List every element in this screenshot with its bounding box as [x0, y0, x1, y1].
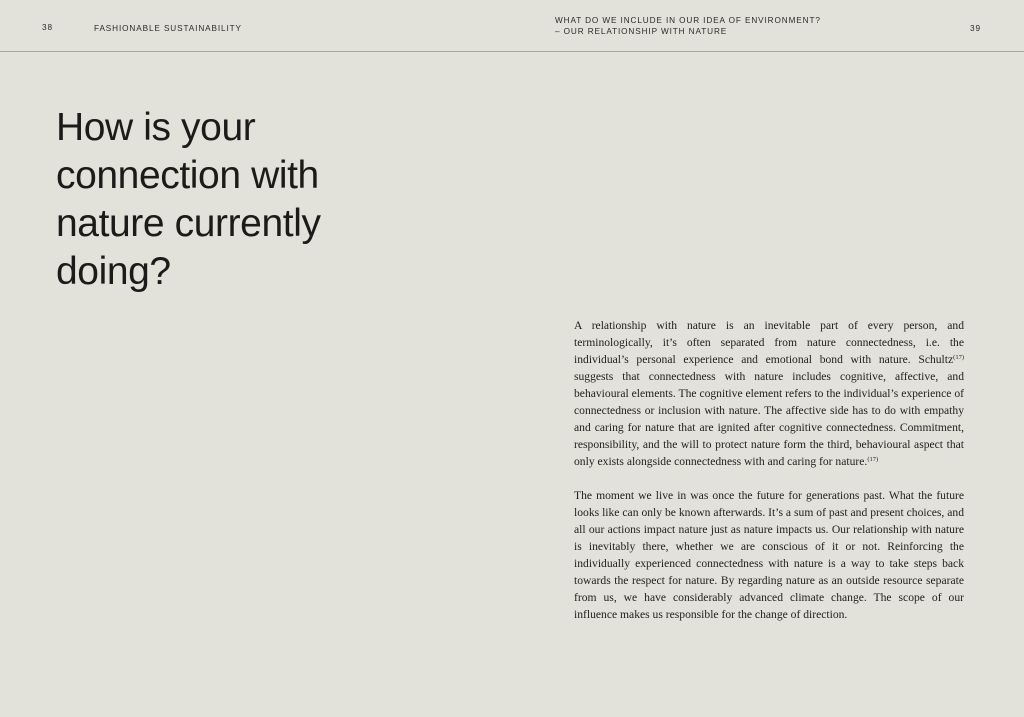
citation-reference: (17): [867, 456, 879, 463]
right-page-number: 39: [970, 24, 981, 33]
right-running-title-line-2: – OUR RELATIONSHIP WITH NATURE: [555, 26, 728, 36]
body-paragraph-2: The moment we live in was once the future for generations past. What the future looks like can only be known afterwards. It’s a sum of past and present choices, and all our actions impact nature just as nature impacts us. Our relationship with nature is inevitably there, whether we are conscious of it or not. Reinforcing the individually experienced connectedness with nature is a way to take steps back towards the respect for nature. By regarding nature as an outside resource separate from us, we have considerably advanced climate change. The scope of our influence makes us responsible for the change of direction.: [574, 489, 964, 621]
headline-line: doing?: [56, 250, 171, 293]
citation-reference: (17): [953, 354, 964, 361]
left-page-number: 38: [42, 23, 53, 32]
right-running-title: [555, 16, 821, 37]
page-header: [0, 0, 1024, 52]
paragraph-text: suggests that connectedness with nature includes cognitive, affective, and behavioural elements. The cognitive element refers to the individual’s experience of connectedness or inclusion with nature. The affective side has to do with empathy and caring for nature that are ignited after cognitive connectedness. Commitment, responsibility, and the will to protect nature form the third, behavioural aspect that only exists alongside connectedness with and caring for nature.: [574, 370, 964, 468]
headline-line: How is your: [56, 106, 256, 149]
paragraph-text: A relationship with nature is an inevitable part of every person, and terminologically, it’s often separated from nature connectedness, i.e. the individual’s personal experience and emotional bond with nature. Schultz: [574, 319, 964, 366]
body-text: [574, 317, 964, 640]
body-paragraph-1: [574, 317, 964, 470]
headline-line: connection with: [56, 154, 319, 197]
left-running-title: FASHIONABLE SUSTAINABILITY: [94, 24, 242, 33]
right-running-title-line-1: WHAT DO WE INCLUDE IN OUR IDEA OF ENVIRONMENT?: [555, 16, 821, 25]
headline-line: nature currently: [56, 202, 321, 245]
section-headline: [56, 104, 386, 296]
